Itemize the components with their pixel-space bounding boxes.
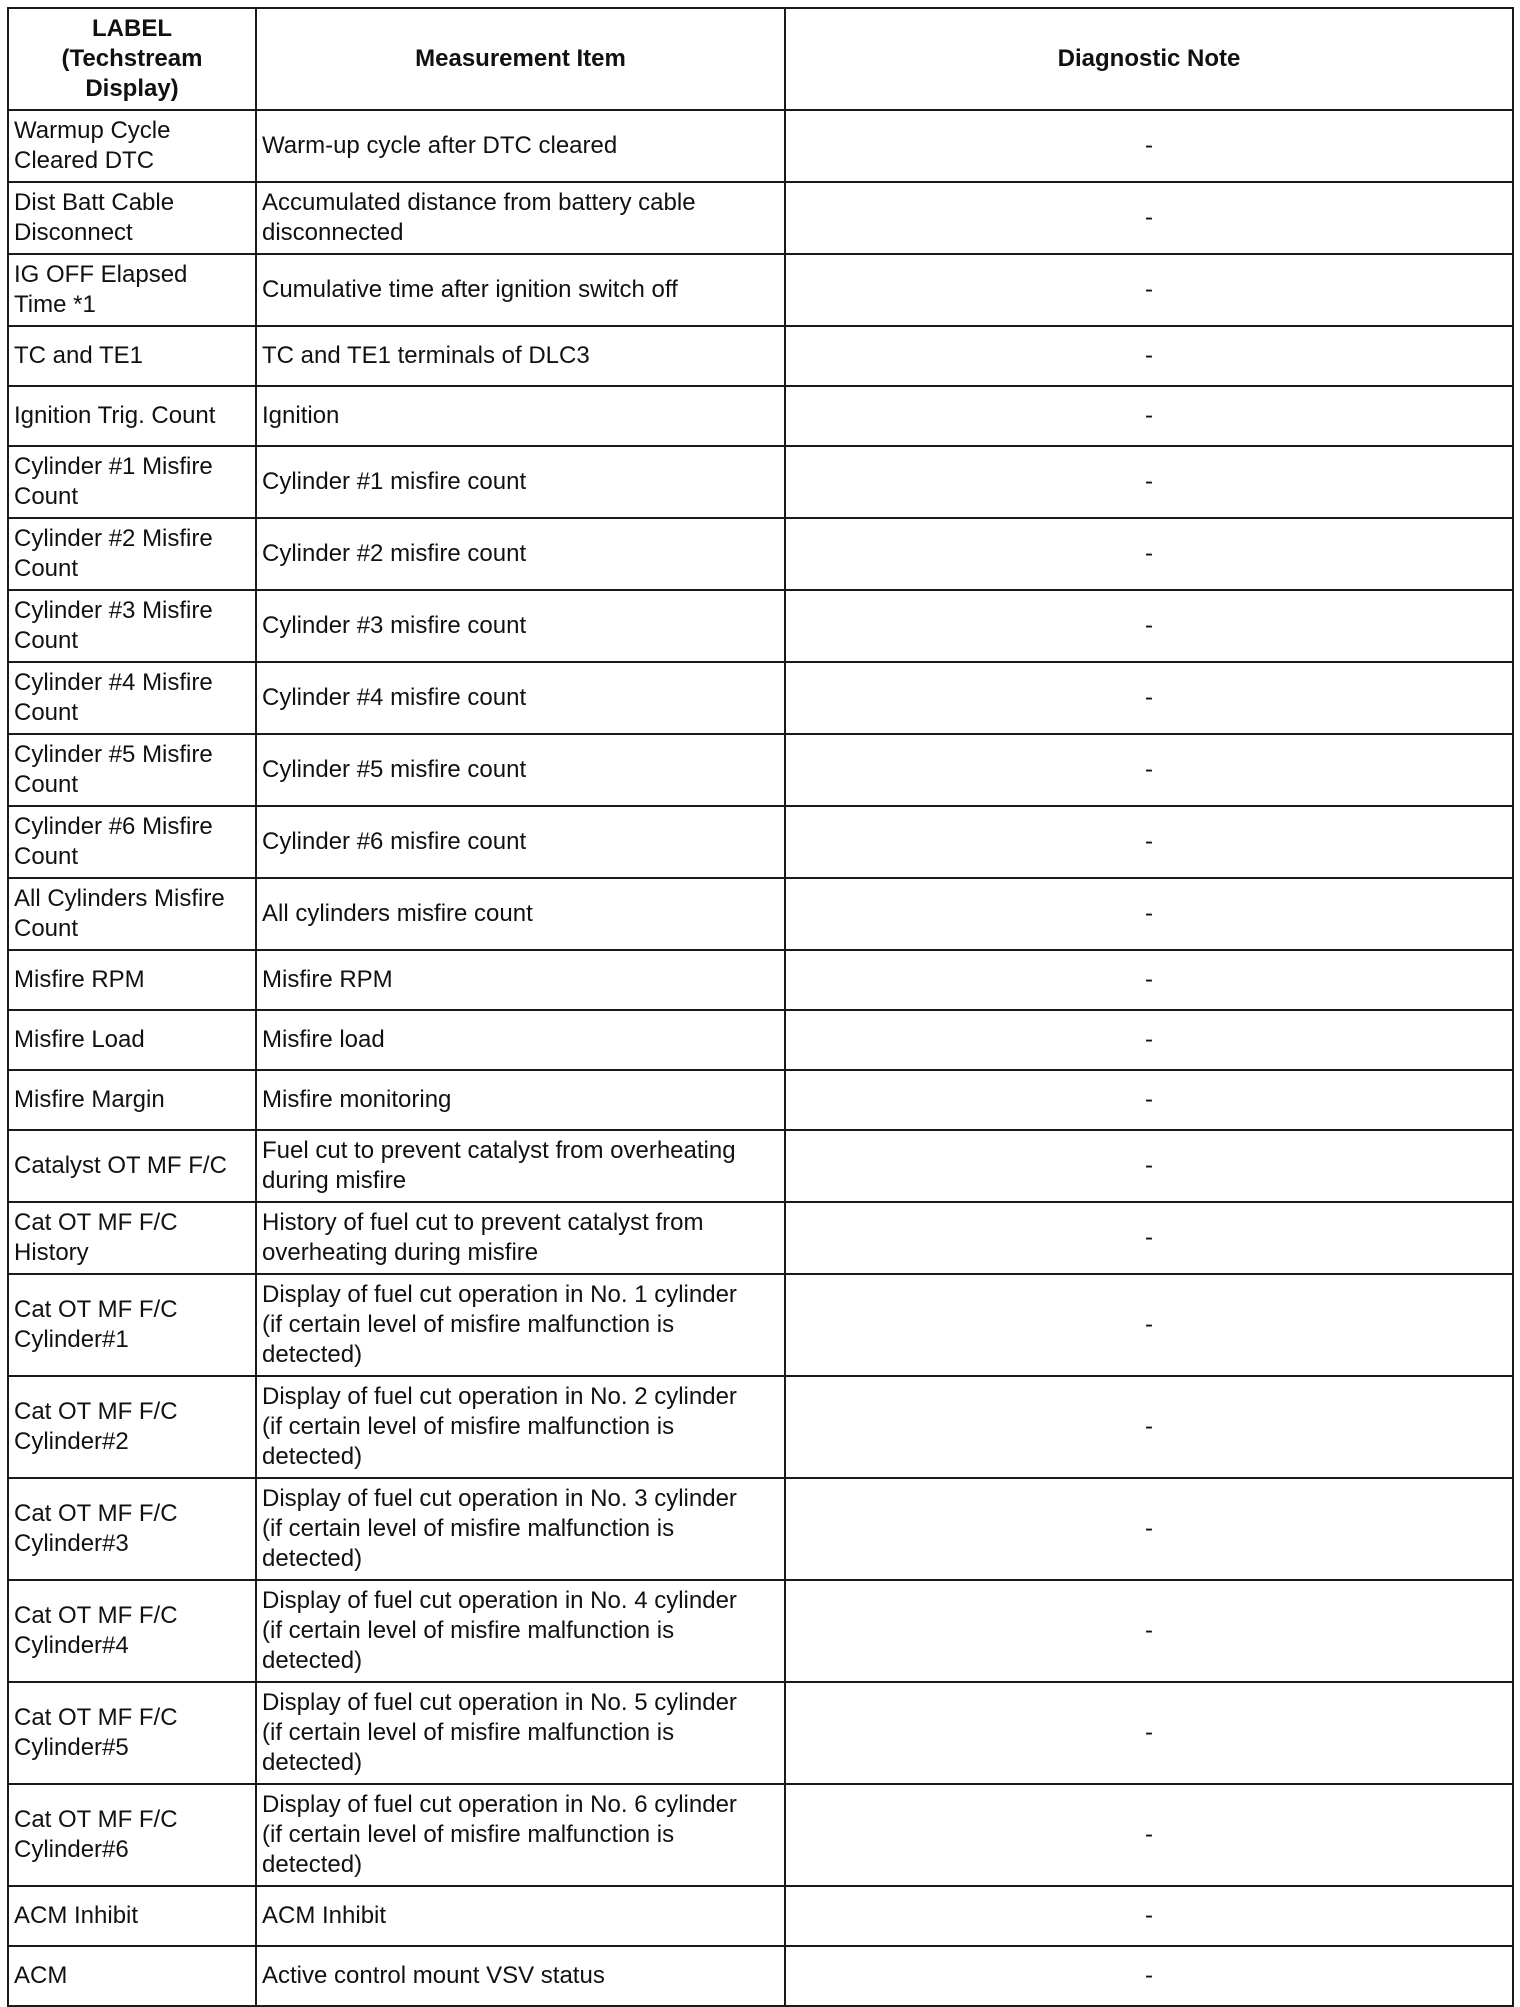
cell-measurement: Cumulative time after ignition switch off [256, 254, 785, 326]
cell-label: ACM [8, 1946, 256, 2006]
cell-note: - [785, 1070, 1513, 1130]
cell-measurement: Ignition [256, 386, 785, 446]
table-row [8, 590, 1513, 662]
cell-measurement: Cylinder #5 misfire count [256, 734, 785, 806]
cell-note: - [785, 1376, 1513, 1478]
table-row [8, 1376, 1513, 1478]
cell-note: - [785, 806, 1513, 878]
cell-label: Cylinder #2 Misfire Count [8, 518, 256, 590]
cell-label: Misfire Load [8, 1010, 256, 1070]
data-list-document [7, 7, 1512, 1989]
table-row [8, 950, 1513, 1010]
table-row [8, 1202, 1513, 1274]
cell-note: - [785, 386, 1513, 446]
cell-label: Cat OT MF F/C Cylinder#2 [8, 1376, 256, 1478]
cell-label: Ignition Trig. Count [8, 386, 256, 446]
cell-label: Cylinder #1 Misfire Count [8, 446, 256, 518]
cell-measurement: Accumulated distance from battery cable disconnected [256, 182, 785, 254]
table-row [8, 1682, 1513, 1784]
cell-label: Cat OT MF F/C Cylinder#5 [8, 1682, 256, 1784]
cell-measurement: Cylinder #4 misfire count [256, 662, 785, 734]
table-row [8, 1010, 1513, 1070]
cell-measurement: Active control mount VSV status [256, 1946, 785, 2006]
table-row [8, 1130, 1513, 1202]
cell-note: - [785, 254, 1513, 326]
cell-measurement: Warm-up cycle after DTC cleared [256, 110, 785, 182]
table-row [8, 1886, 1513, 1946]
table-row [8, 662, 1513, 734]
table-row [8, 1070, 1513, 1130]
cell-measurement: Display of fuel cut operation in No. 4 cylinder (if certain level of misfire malfunction is detected) [256, 1580, 785, 1682]
cell-label: Cat OT MF F/C Cylinder#1 [8, 1274, 256, 1376]
table-row [8, 182, 1513, 254]
table-body [8, 110, 1513, 2006]
cell-measurement: Misfire monitoring [256, 1070, 785, 1130]
cell-measurement: Cylinder #1 misfire count [256, 446, 785, 518]
cell-note: - [785, 1946, 1513, 2006]
cell-label: Warmup Cycle Cleared DTC [8, 110, 256, 182]
cell-label: Misfire RPM [8, 950, 256, 1010]
cell-label: Cylinder #4 Misfire Count [8, 662, 256, 734]
cell-note: - [785, 734, 1513, 806]
cell-note: - [785, 446, 1513, 518]
cell-label: Dist Batt Cable Disconnect [8, 182, 256, 254]
cell-measurement: All cylinders misfire count [256, 878, 785, 950]
table-header-row [8, 8, 1513, 110]
table-row [8, 386, 1513, 446]
cell-measurement: Cylinder #3 misfire count [256, 590, 785, 662]
cell-label: Cat OT MF F/C Cylinder#3 [8, 1478, 256, 1580]
cell-measurement: Cylinder #2 misfire count [256, 518, 785, 590]
header-measurement-item: Measurement Item [256, 8, 785, 110]
cell-note: - [785, 326, 1513, 386]
cell-label: IG OFF Elapsed Time *1 [8, 254, 256, 326]
table-row [8, 734, 1513, 806]
cell-measurement: ACM Inhibit [256, 1886, 785, 1946]
cell-label: ACM Inhibit [8, 1886, 256, 1946]
cell-measurement: Display of fuel cut operation in No. 2 cylinder (if certain level of misfire malfunction is detected) [256, 1376, 785, 1478]
header-diagnostic-note: Diagnostic Note [785, 8, 1513, 110]
cell-measurement: Display of fuel cut operation in No. 1 cylinder (if certain level of misfire malfunction is detected) [256, 1274, 785, 1376]
table-row [8, 1580, 1513, 1682]
data-list-table [7, 7, 1514, 2007]
table-row [8, 446, 1513, 518]
cell-note: - [785, 1274, 1513, 1376]
table-row [8, 1478, 1513, 1580]
cell-label: Misfire Margin [8, 1070, 256, 1130]
cell-label: Cat OT MF F/C History [8, 1202, 256, 1274]
cell-note: - [785, 590, 1513, 662]
header-label-line3: Display) [85, 75, 179, 102]
cell-label: Cat OT MF F/C Cylinder#6 [8, 1784, 256, 1886]
table-row [8, 518, 1513, 590]
header-label-line1: LABEL [92, 15, 172, 42]
cell-note: - [785, 1784, 1513, 1886]
cell-note: - [785, 1202, 1513, 1274]
cell-note: - [785, 1682, 1513, 1784]
cell-note: - [785, 1580, 1513, 1682]
table-row [8, 1946, 1513, 2006]
table-row [8, 326, 1513, 386]
cell-note: - [785, 518, 1513, 590]
cell-label: Cylinder #3 Misfire Count [8, 590, 256, 662]
cell-measurement: Cylinder #6 misfire count [256, 806, 785, 878]
table-row [8, 878, 1513, 950]
cell-measurement: Misfire load [256, 1010, 785, 1070]
table-row [8, 1784, 1513, 1886]
cell-label: Cylinder #6 Misfire Count [8, 806, 256, 878]
cell-label: TC and TE1 [8, 326, 256, 386]
header-label-line2: (Techstream [61, 45, 203, 72]
cell-note: - [785, 878, 1513, 950]
cell-note: - [785, 1010, 1513, 1070]
table-row [8, 1274, 1513, 1376]
cell-measurement: History of fuel cut to prevent catalyst from overheating during misfire [256, 1202, 785, 1274]
cell-note: - [785, 662, 1513, 734]
cell-note: - [785, 1130, 1513, 1202]
cell-note: - [785, 110, 1513, 182]
cell-measurement: Fuel cut to prevent catalyst from overheating during misfire [256, 1130, 785, 1202]
cell-measurement: Display of fuel cut operation in No. 6 cylinder (if certain level of misfire malfunction is detected) [256, 1784, 785, 1886]
cell-label: Cylinder #5 Misfire Count [8, 734, 256, 806]
cell-measurement: Display of fuel cut operation in No. 5 cylinder (if certain level of misfire malfunction is detected) [256, 1682, 785, 1784]
cell-note: - [785, 182, 1513, 254]
cell-measurement: TC and TE1 terminals of DLC3 [256, 326, 785, 386]
cell-label: Cat OT MF F/C Cylinder#4 [8, 1580, 256, 1682]
cell-measurement: Misfire RPM [256, 950, 785, 1010]
table-row [8, 254, 1513, 326]
cell-measurement: Display of fuel cut operation in No. 3 cylinder (if certain level of misfire malfunction is detected) [256, 1478, 785, 1580]
cell-label: All Cylinders Misfire Count [8, 878, 256, 950]
cell-note: - [785, 950, 1513, 1010]
cell-note: - [785, 1478, 1513, 1580]
header-label [8, 8, 256, 110]
table-row [8, 806, 1513, 878]
cell-note: - [785, 1886, 1513, 1946]
cell-label: Catalyst OT MF F/C [8, 1130, 256, 1202]
table-row [8, 110, 1513, 182]
